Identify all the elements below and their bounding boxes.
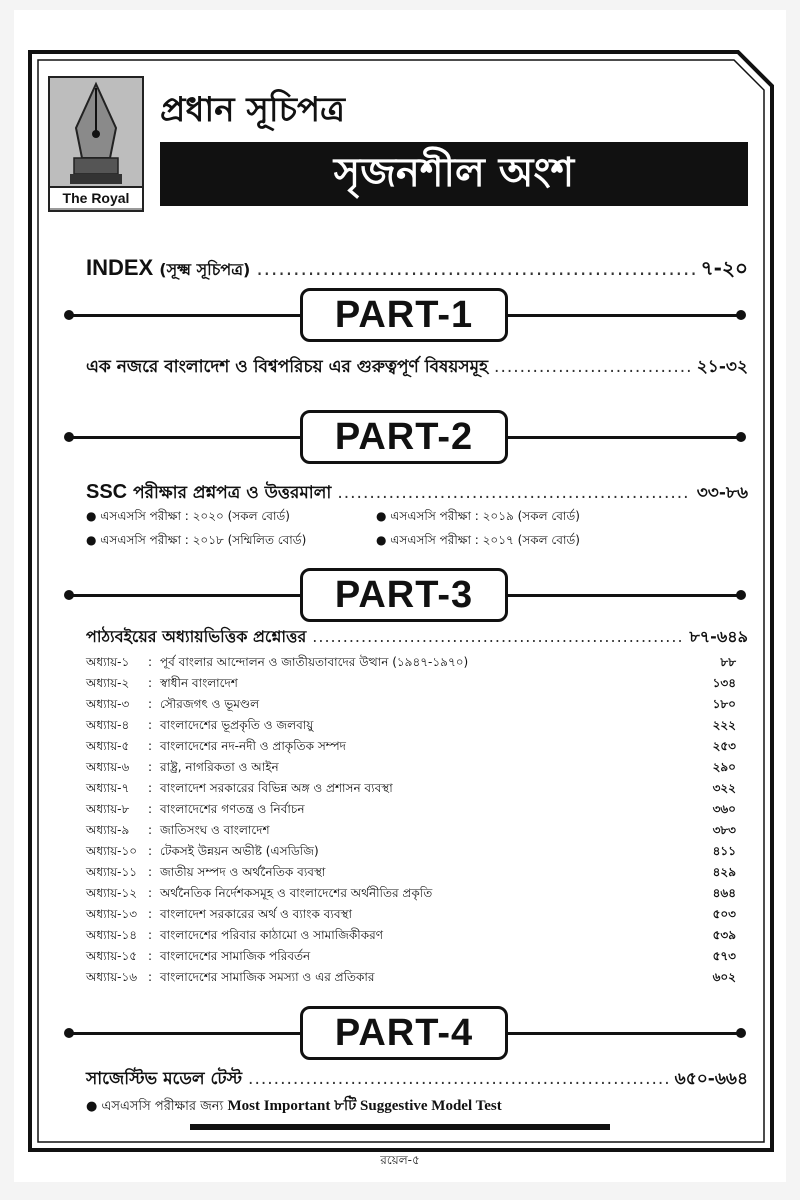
part-4-pages: ৬৫০-৬৬৪ [674,1069,748,1089]
table-row [86,801,736,822]
index-entry [86,254,748,287]
chapter-page: ২৯০ [712,760,736,774]
chapter-title: জাতীয় সম্পদ ও অর্থনৈতিক ব্যবস্থা [160,865,326,879]
divider-dot [736,590,746,600]
index-label-bn: (সূক্ষ্ম সূচিপত্র) [159,260,251,279]
chapter-number: অধ্যায়-১৫ [86,949,138,963]
chapter-number: অধ্যায়-৭ [86,781,130,795]
separator: : [148,823,153,837]
list-item: ● এসএসসি পরীক্ষা : ২০১৮ (সম্মিলিত বোর্ড) [86,533,307,547]
part-4-note [86,1094,502,1119]
index-label-en: INDEX [86,255,154,280]
separator: : [148,718,153,732]
chapter-number: অধ্যায়-১৪ [86,928,138,942]
separator: : [148,676,153,690]
table-row [86,738,736,759]
chapter-title: বাংলাদেশের সামাজিক পরিবর্তন [160,949,311,963]
table-row [86,906,736,927]
chapter-number: অধ্যায়-২ [86,676,130,690]
table-row [86,969,736,990]
separator: : [148,865,153,879]
publisher-logo [48,76,144,212]
chapter-page: ৫৩৯ [712,928,736,942]
part-1-entry [86,354,748,382]
list-item: ● এসএসসি পরীক্ষা : ২০১৯ (সকল বোর্ড) [376,509,580,523]
chapter-number: অধ্যায়-১৩ [86,907,138,921]
separator: : [148,802,153,816]
separator: : [148,886,153,900]
page-footer: রয়েল-৫ [380,1153,420,1167]
logo-text: The Royal [50,186,142,208]
divider-line [508,1032,744,1035]
chapter-list [86,654,736,990]
chapter-page: ৩৮৩ [712,823,736,837]
table-row [86,843,736,864]
separator: : [148,760,153,774]
table-row [86,717,736,738]
chapter-title: স্বাধীন বাংলাদেশ [160,676,238,690]
chapter-number: অধ্যায়-১৬ [86,970,138,984]
chapter-title: পূর্ব বাংলার আন্দোলন ও জাতীয়তাবাদের উত্থান (১৯৪৭-১৯৭০) [160,655,469,669]
chapter-number: অধ্যায়-৫ [86,739,130,753]
chapter-title: জাতিসংঘ ও বাংলাদেশ [160,823,270,837]
chapter-page: ৪১১ [712,844,736,858]
part-2-pages: ৩৩-৮৬ [696,483,748,503]
separator: : [148,781,153,795]
title-banner [160,142,748,206]
part-2-heading: PART-2 [300,410,508,464]
index-pages: ৭-২০ [700,256,748,280]
table-row [86,759,736,780]
chapter-page: ৫৭৩ [712,949,736,963]
chapter-title: সৌরজগৎ ও ভূমণ্ডল [160,697,260,711]
chapter-page: ৩৬০ [712,802,736,816]
part-3-heading: PART-3 [300,568,508,622]
separator: : [148,655,153,669]
note-text-en: Most Important ৮টি Suggestive Model Test [227,1098,502,1114]
part-1-pages: ২১-৩২ [696,357,748,377]
chapter-title: বাংলাদেশ সরকারের অর্থ ও ব্যাংক ব্যবস্থা [160,907,352,921]
divider-dot [736,432,746,442]
chapter-number: অধ্যায়-৬ [86,760,130,774]
separator: : [148,844,153,858]
divider-dot [736,310,746,320]
chapter-title: রাষ্ট্র, নাগরিকতা ও আইন [160,760,279,774]
leader-dots [494,357,691,377]
list-item: ● এসএসসি পরীক্ষা : ২০১৭ (সকল বোর্ড) [376,533,580,547]
table-row [86,948,736,969]
chapter-number: অধ্যায়-৩ [86,697,130,711]
part-3-entry [86,624,748,651]
separator: : [148,907,153,921]
page-title: সৃজনশীল অংশ [333,149,575,196]
chapter-page: ৪২৯ [712,865,736,879]
table-row [86,822,736,843]
note-text-bn: ● এসএসসি পরীক্ষার জন্য [86,1099,224,1114]
chapter-number: অধ্যায়-৪ [86,718,130,732]
leader-dots [248,1069,669,1089]
chapter-page: ২২২ [712,718,736,732]
chapter-title: বাংলাদেশের ভূপ্রকৃতি ও জলবায়ু [160,718,314,732]
chapter-page: ৪৬৪ [712,886,736,900]
chapter-page: ১৮০ [712,697,736,711]
chapter-title: বাংলাদেশ সরকারের বিভিন্ন অঙ্গ ও প্রশাসন ব্যবস্থা [160,781,393,795]
part-3-label: পাঠ্যবইয়ের অধ্যায়ভিত্তিক প্রশ্নোত্তর [86,627,307,646]
chapter-page: ৬০২ [712,970,736,984]
table-row [86,780,736,801]
divider-dot [736,1028,746,1038]
separator: : [148,739,153,753]
part-4-divider [64,1006,746,1060]
part-2-label-bn: পরীক্ষার প্রশ্নপত্র ও উত্তরমালা [133,483,332,503]
table-row [86,654,736,675]
divider-line [508,436,744,439]
table-row [86,885,736,906]
divider-line [66,594,302,597]
divider-line [66,314,302,317]
part-2-divider [64,410,746,464]
leader-dots [312,627,683,646]
leader-dots [337,483,690,503]
list-item: ● এসএসসি পরীক্ষা : ২০২০ (সকল বোর্ড) [86,509,290,523]
page-subtitle: প্রধান সূচিপত্র [160,90,346,130]
chapter-title: বাংলাদেশের গণতন্ত্র ও নির্বাচন [160,802,305,816]
part-1-label: এক নজরে বাংলাদেশ ও বিশ্বপরিচয় এর গুরুত্বপূর্ণ বিষয়সমূহ [86,357,489,377]
chapter-title: বাংলাদেশের নদ-নদী ও প্রাকৃতিক সম্পদ [160,739,346,753]
chapter-number: অধ্যায়-১০ [86,844,138,858]
part-1-divider [64,288,746,342]
chapter-page: ১৩৪ [712,676,736,690]
pen-nib-icon [50,78,142,188]
divider-line [66,436,302,439]
divider-line [508,594,744,597]
chapter-number: অধ্যায়-৮ [86,802,130,816]
chapter-number: অধ্যায়-৯ [86,823,130,837]
chapter-title: বাংলাদেশের সামাজিক সমস্যা ও এর প্রতিকার [160,970,375,984]
chapter-title: অর্থনৈতিক নির্দেশকসমূহ ও বাংলাদেশের অর্থনীতির প্রকৃতি [160,886,433,900]
chapter-number: অধ্যায়-১ [86,655,130,669]
chapter-number: অধ্যায়-১২ [86,886,138,900]
divider-line [508,314,744,317]
part-4-heading: PART-4 [300,1006,508,1060]
chapter-title: বাংলাদেশের পরিবার কাঠামো ও সামাজিকীকরণ [160,928,383,942]
part-4-entry [86,1066,748,1094]
part-3-pages: ৮৭-৬৪৯ [689,627,748,646]
bottom-rule [190,1124,610,1130]
separator: : [148,949,153,963]
part-1-heading: PART-1 [300,288,508,342]
chapter-title: টেকসই উন্নয়ন অভীষ্ট (এসডিজি) [160,844,319,858]
table-row [86,696,736,717]
part-2-label-en: SSC [86,481,128,503]
divider-line [66,1032,302,1035]
table-row [86,675,736,696]
chapter-number: অধ্যায়-১১ [86,865,138,879]
chapter-page: ৮৮ [720,655,736,669]
part-4-label: সাজেস্টিভ মডেল টেস্ট [86,1069,243,1089]
leader-dots [256,256,694,280]
chapter-page: ৩২২ [712,781,736,795]
chapter-page: ২৫৩ [712,739,736,753]
table-row [86,864,736,885]
table-row [86,927,736,948]
part-3-divider [64,568,746,622]
part-2-entry [86,480,748,508]
separator: : [148,697,153,711]
separator: : [148,928,153,942]
separator: : [148,970,153,984]
chapter-page: ৫০৩ [712,907,736,921]
